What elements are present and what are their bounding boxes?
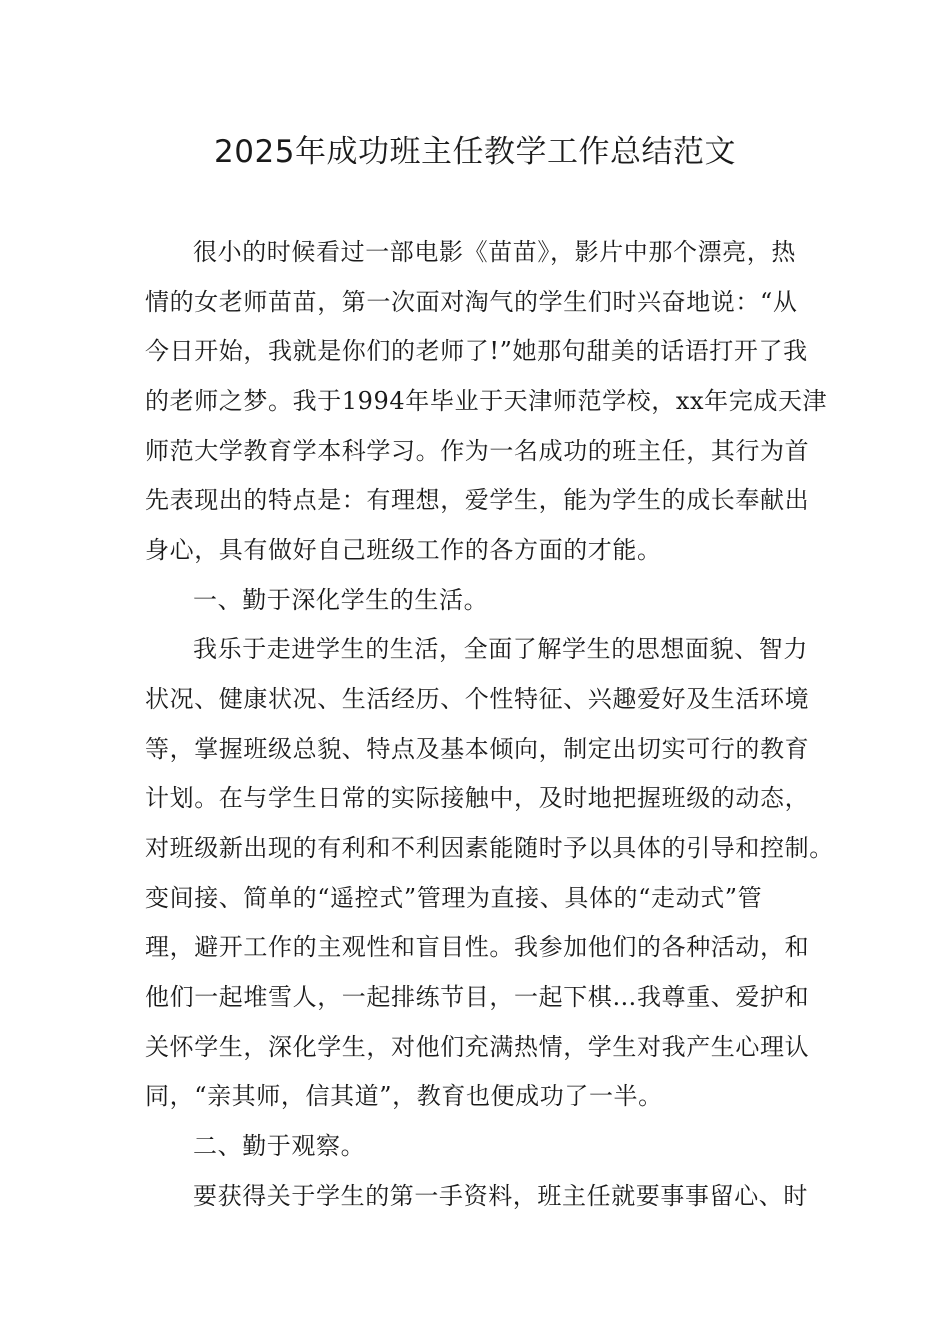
text-line-13: 对班级新出现的有利和不利因素能随时予以具体的引导和控制。 bbox=[145, 834, 834, 862]
text-line-20: 要获得关于学生的第一手资料，班主任就要事事留心、时 bbox=[193, 1182, 808, 1210]
text-line-14: 变间接、简单的“遥控式”管理为直接、具体的“走动式”管 bbox=[145, 884, 763, 912]
text-line-6: 先表现出的特点是：有理想，爱学生，能为学生的成长奉献出 bbox=[145, 486, 810, 514]
text-line-1: 很小的时候看过一部电影《苗苗》，影片中那个漂亮，热 bbox=[193, 238, 796, 266]
text-line-16: 他们一起堆雪人，一起排练节目，一起下棋…我尊重、爱护和 bbox=[145, 983, 810, 1011]
text-line-12: 计划。在与学生日常的实际接触中，及时地把握班级的动态， bbox=[145, 784, 810, 812]
text-line-5: 师范大学教育学本科学习。作为一名成功的班主任，其行为首 bbox=[145, 437, 810, 465]
text-line-15: 理，避开工作的主观性和盲目性。我参加他们的各种活动，和 bbox=[145, 933, 810, 961]
text-line-2: 情的女老师苗苗，第一次面对淘气的学生们时兴奋地说：“从 bbox=[145, 288, 798, 316]
text-line-18: 同，“亲其师，信其道”，教育也便成功了一半。 bbox=[145, 1082, 663, 1110]
text-line-9: 我乐于走进学生的生活，全面了解学生的思想面貌、智力 bbox=[193, 635, 808, 663]
section-heading-1: 一、勤于深化学生的生活。 bbox=[193, 586, 489, 614]
text-line-3: 今日开始，我就是你们的老师了!”她那句甜美的话语打开了我 bbox=[145, 337, 808, 365]
text-line-17: 关怀学生，深化学生，对他们充满热情，学生对我产生心理认 bbox=[145, 1033, 810, 1061]
text-line-10: 状况、健康状况、生活经历、个性特征、兴趣爱好及生活环境 bbox=[145, 685, 810, 713]
text-line-7: 身心，具有做好自己班级工作的各方面的才能。 bbox=[145, 536, 662, 564]
document-title: 2025年成功班主任教学工作总结范文 bbox=[214, 134, 736, 170]
section-heading-2: 二、勤于观察。 bbox=[193, 1132, 366, 1160]
text-line-11: 等，掌握班级总貌、特点及基本倾向，制定出切实可行的教育 bbox=[145, 735, 810, 763]
text-line-4: 的老师之梦。我于1994年毕业于天津师范学校，xx年完成天津 bbox=[145, 387, 828, 415]
